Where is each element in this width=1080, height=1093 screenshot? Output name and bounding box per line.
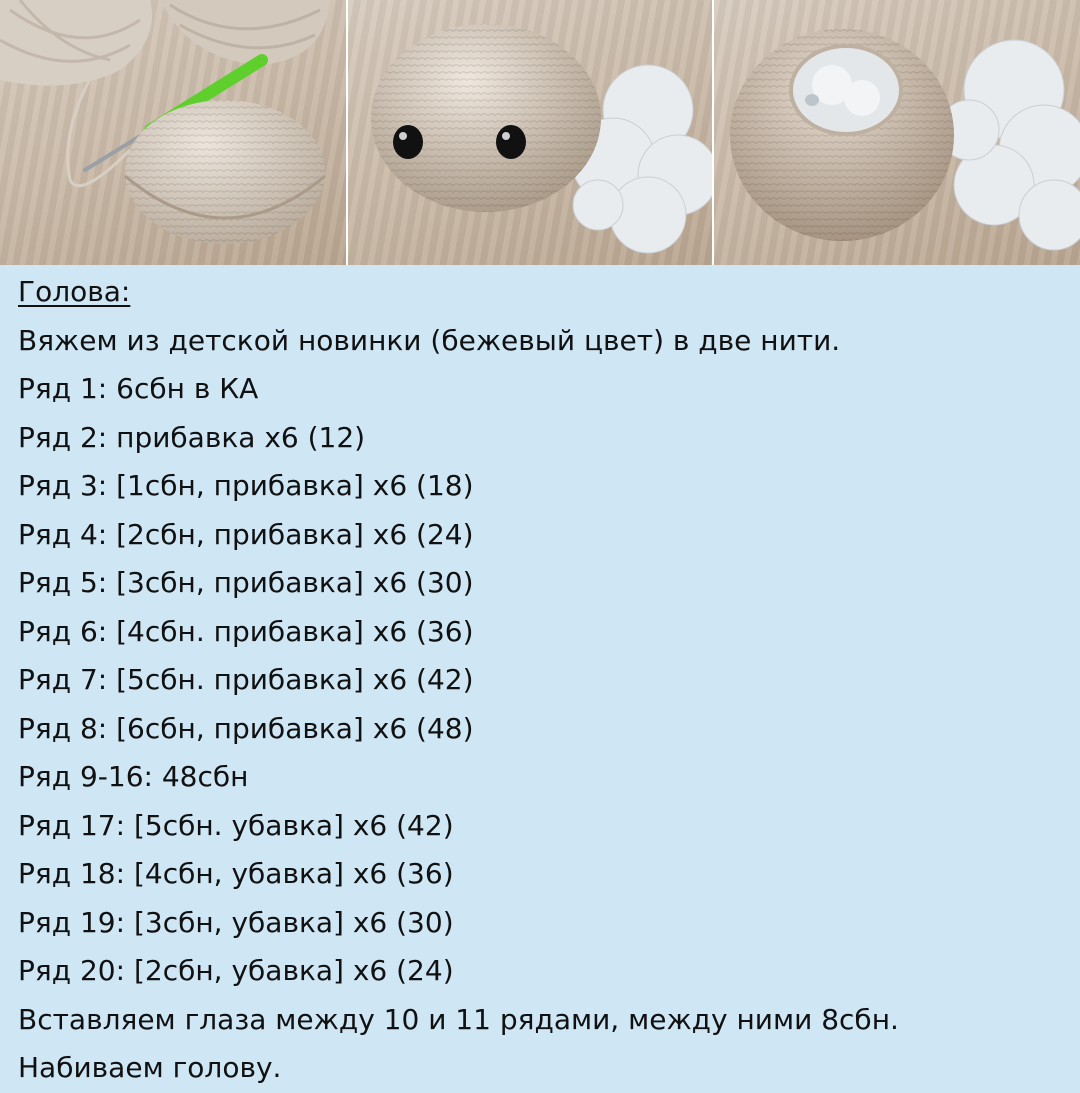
row-line: Ряд 4: [2сбн, прибавка] х6 (24) [18, 517, 474, 551]
outro-line: Вставляем глаза между 10 и 11 рядами, между ними 8сбн. [18, 1002, 899, 1036]
row-line: Ряд 19: [3сбн, убавка] х6 (30) [18, 905, 454, 939]
crochet-head-with-eyes-photo [348, 0, 712, 265]
row-line: Ряд 20: [2сбн, убавка] х6 (24) [18, 954, 454, 987]
row-line: Ряд 2: прибавка х6 (12) [18, 420, 366, 454]
photo-strip [0, 0, 1080, 265]
row-line: Ряд 8: [6сбн, прибавка] х6 (48) [18, 711, 474, 745]
crochet-head-stuffing-photo [714, 0, 1080, 265]
section-title: Голова: [18, 275, 131, 308]
row-line: Ряд 18: [4сбн, убавка] х6 (36) [18, 857, 454, 890]
row-line: Ряд 6: [4сбн. прибавка] х6 (36) [18, 614, 474, 648]
row-line: Ряд 7: [5сбн. прибавка] х6 (42) [18, 663, 474, 696]
row-line: Ряд 5: [3сбн, прибавка] х6 (30) [18, 566, 474, 599]
row-line: Ряд 3: [1сбн, прибавка] х6 (18) [18, 469, 474, 502]
row-line: Ряд 9-16: 48сбн [18, 760, 249, 793]
row-line: Ряд 1: 6сбн в КА [18, 372, 259, 405]
row-line: Ряд 17: [5сбн. убавка] х6 (42) [18, 808, 454, 842]
head-recipe [18, 268, 1068, 1093]
outro-line: Набиваем голову. [18, 1051, 282, 1084]
intro-text: Вяжем из детской новинки (бежевый цвет) в две нити. [18, 323, 841, 357]
crochet-hemisphere-with-hook-photo [0, 0, 346, 265]
